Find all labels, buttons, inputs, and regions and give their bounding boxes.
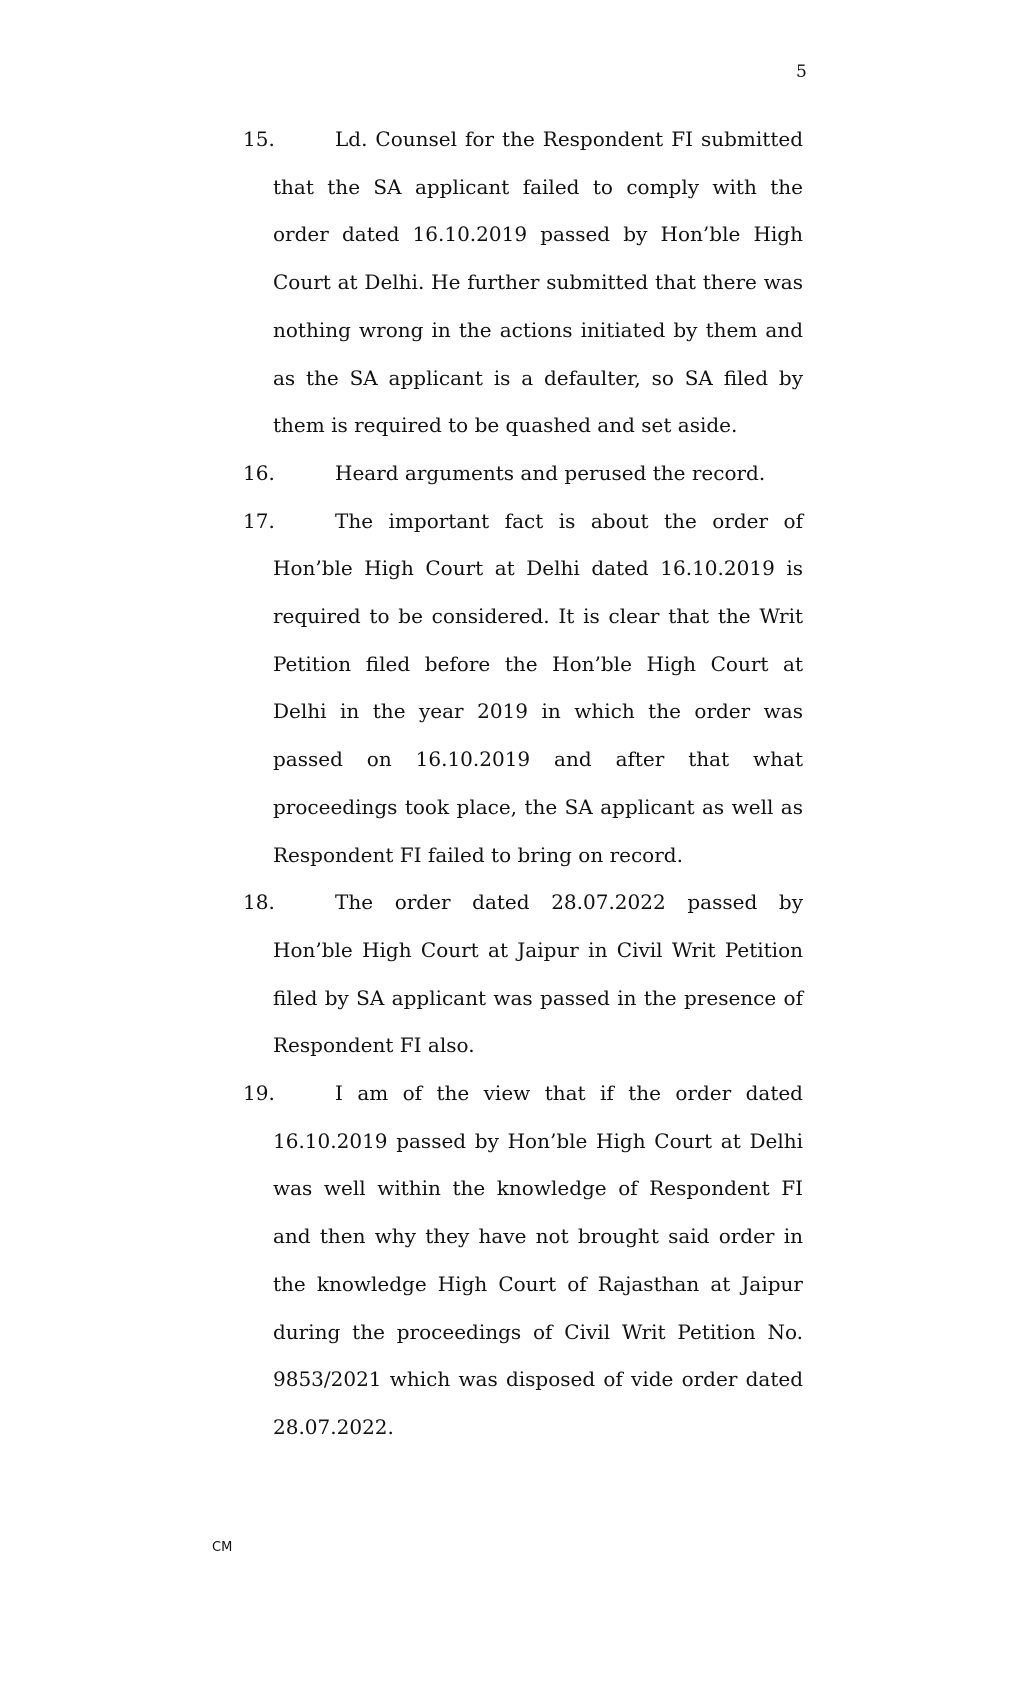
paragraph-number: 16. xyxy=(243,460,275,485)
paragraph-text: The order dated 28.07.2022 passed by Hon’ble High Court at Jaipur in Civil Writ Petition filed by SA applicant was passed in the presence of Respondent FI also. xyxy=(273,890,803,1058)
paragraph-text: Ld. Counsel for the Respondent FI submitted that the SA applicant failed to comply with the order dated 16.10.2019 passed by Hon’ble High Court at Delhi. He further submitted that there was nothing wrong in the actions initiated by them and as the SA applicant is a defaulter, so SA filed by them is required to be quashed and set aside. xyxy=(273,127,803,438)
page-number: 5 xyxy=(796,62,807,82)
paragraph-17 xyxy=(243,498,803,880)
paragraph-15 xyxy=(243,116,803,450)
paragraph-number: 19. xyxy=(243,1081,275,1106)
paragraph-18 xyxy=(243,879,803,1070)
paragraph-text: Heard arguments and perused the record. xyxy=(335,460,766,485)
paragraph-number: 18. xyxy=(243,890,275,915)
footer-initials: CM xyxy=(212,1540,233,1555)
document-body xyxy=(243,116,803,1452)
paragraph-number: 15. xyxy=(243,127,275,151)
paragraph-19 xyxy=(243,1070,803,1452)
paragraph-number: 17. xyxy=(243,508,275,533)
paragraph-16 xyxy=(243,450,803,498)
paragraph-text: The important fact is about the order of Hon’ble High Court at Delhi dated 16.10.2019 is required to be considered. It is clear that the Writ Petition filed before the Hon’ble High Court at Delhi in the year 2019 in which the order was passed on 16.10.2019 and after that what proceedings took place, the SA applicant as well as Respondent FI failed to bring on record. xyxy=(273,508,803,867)
paragraph-text: I am of the view that if the order dated 16.10.2019 passed by Hon’ble High Court at Delhi was well within the knowledge of Respondent FI and then why they have not brought said order in the knowledge High Court of Rajasthan at Jaipur during the proceedings of Civil Writ Petition No. 9853/2021 which was disposed of vide order dated 28.07.2022. xyxy=(273,1081,803,1439)
